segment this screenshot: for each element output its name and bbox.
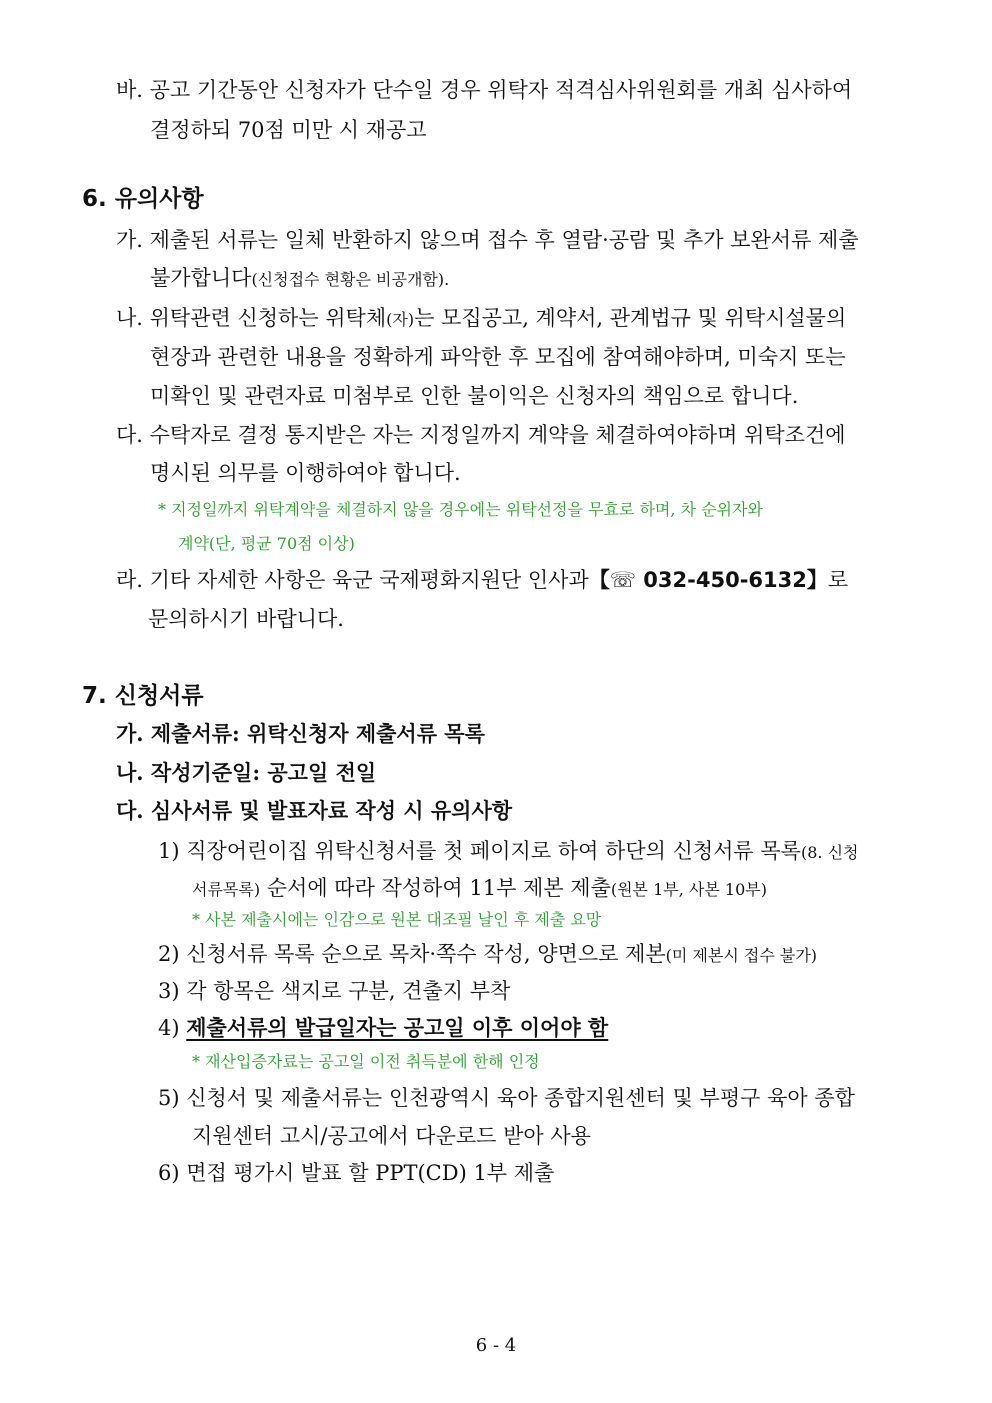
sub-item-1-line1: [158, 837, 858, 867]
item-da-line1: 다. 수탁자로 결정 통지받은 자는 지정일까지 계약을 체결하여야하며 위탁조건에: [116, 423, 846, 447]
item-ra-line1-b: 로: [827, 568, 849, 592]
item-7-na: 나. 작성기준일: 공고일 전일: [116, 760, 377, 785]
item-ra-line1: [116, 566, 848, 594]
sub-item-1-line2-small-a: 서류목록): [192, 880, 261, 899]
sub-item-5-line1: 5) 신청서 및 제출서류는 인천광역시 육아 종합지원센터 및 부평구 육아 종합: [158, 1086, 855, 1110]
section-6-title: 6. 유의사항: [82, 186, 204, 212]
item-na-line1-b: 는 모집공고, 계약서, 관계법규 및 위탁시설물의: [414, 306, 847, 330]
item-7-da: 다. 심사서류 및 발표자료 작성 시 유의사항: [116, 798, 513, 823]
item-na-line1: [116, 304, 846, 334]
sub-item-2-small: (미 제본시 접수 불가): [665, 946, 818, 965]
sub-item-4-emphasis: 제출서류의 발급일자는 공고일 이후 이어야 함: [186, 1015, 609, 1040]
item-da-note-line2: 계약(단, 평균 70점 이상): [178, 534, 355, 553]
sub-item-1-line2: [192, 874, 767, 904]
item-ba-line2: 결정하되 70점 미만 시 재공고: [150, 118, 427, 142]
item-ba-line1: 바. 공고 기간동안 신청자가 단수일 경우 위탁자 적격심사위원회를 개최 심사하여: [116, 78, 853, 102]
item-na-line1-a: 나. 위탁관련 신청하는 위탁체: [116, 306, 387, 330]
section-7-title: 7. 신청서류: [82, 683, 204, 709]
sub-item-5-line2: 지원센터 고시/공고에서 다운로드 받아 사용: [192, 1124, 591, 1148]
phone-number: 【☏ 032-450-6132】: [588, 568, 828, 592]
item-da-note-line1: * 지정일까지 위탁계약을 체결하지 않을 경우에는 위탁선정을 무효로 하며, 차 순위자와: [158, 500, 763, 519]
item-7-ga: 가. 제출서류: 위탁신청자 제출서류 목록: [116, 721, 485, 746]
item-ga-line2: [150, 264, 449, 294]
sub-item-1-line2-main: 순서에 따라 작성하여 11부 제본 제출: [260, 876, 611, 900]
item-ga-line2-small: (신청접수 현황은 비공개함).: [251, 270, 450, 289]
sub-item-4: [158, 1014, 608, 1042]
item-na-line3: 미확인 및 관련자료 미첨부로 인한 불이익은 신청자의 책임으로 합니다.: [150, 384, 799, 408]
item-ga-line1: 가. 제출된 서류는 일체 반환하지 않으며 접수 후 열람·공람 및 추가 보완서류 제출: [116, 228, 859, 252]
sub-item-3: 3) 각 항목은 색지로 구분, 견출지 부착: [158, 979, 511, 1003]
sub-item-6: 6) 면접 평가시 발표 할 PPT(CD) 1부 제출: [158, 1161, 555, 1185]
item-na-line1-small: (자): [386, 310, 415, 329]
sub-item-1-line1-small: (8. 신청: [800, 843, 859, 862]
item-ra-line1-a: 라. 기타 자세한 사항은 육군 국제평화지원단 인사과: [116, 568, 589, 592]
item-da-line2: 명시된 의무를 이행하여야 합니다.: [150, 461, 461, 485]
sub-item-4-note: * 재산입증자료는 공고일 이전 취득분에 한해 인정: [192, 1052, 540, 1071]
page-number: 6 - 4: [475, 1335, 517, 1356]
sub-item-1-note: * 사본 제출시에는 인감으로 원본 대조필 날인 후 제출 요망: [192, 910, 602, 929]
sub-item-4-prefix: 4): [158, 1016, 187, 1040]
sub-item-2: [158, 940, 817, 970]
sub-item-1-line2-small-b: (원본 1부, 사본 10부): [610, 880, 767, 899]
item-na-line2: 현장과 관련한 내용을 정확하게 파악한 후 모집에 참여해야하며, 미숙지 또는: [150, 345, 846, 369]
item-ga-line2-main: 불가합니다: [150, 266, 252, 290]
item-ra-line2: 문의하시기 바랍니다.: [148, 607, 344, 631]
sub-item-1-line1-a: 1) 직장어린이집 위탁신청서를 첫 페이지로 하여 하단의 신청서류 목록: [158, 839, 801, 863]
sub-item-2-main: 2) 신청서류 목록 순으로 목차·쪽수 작성, 양면으로 제본: [158, 942, 666, 966]
